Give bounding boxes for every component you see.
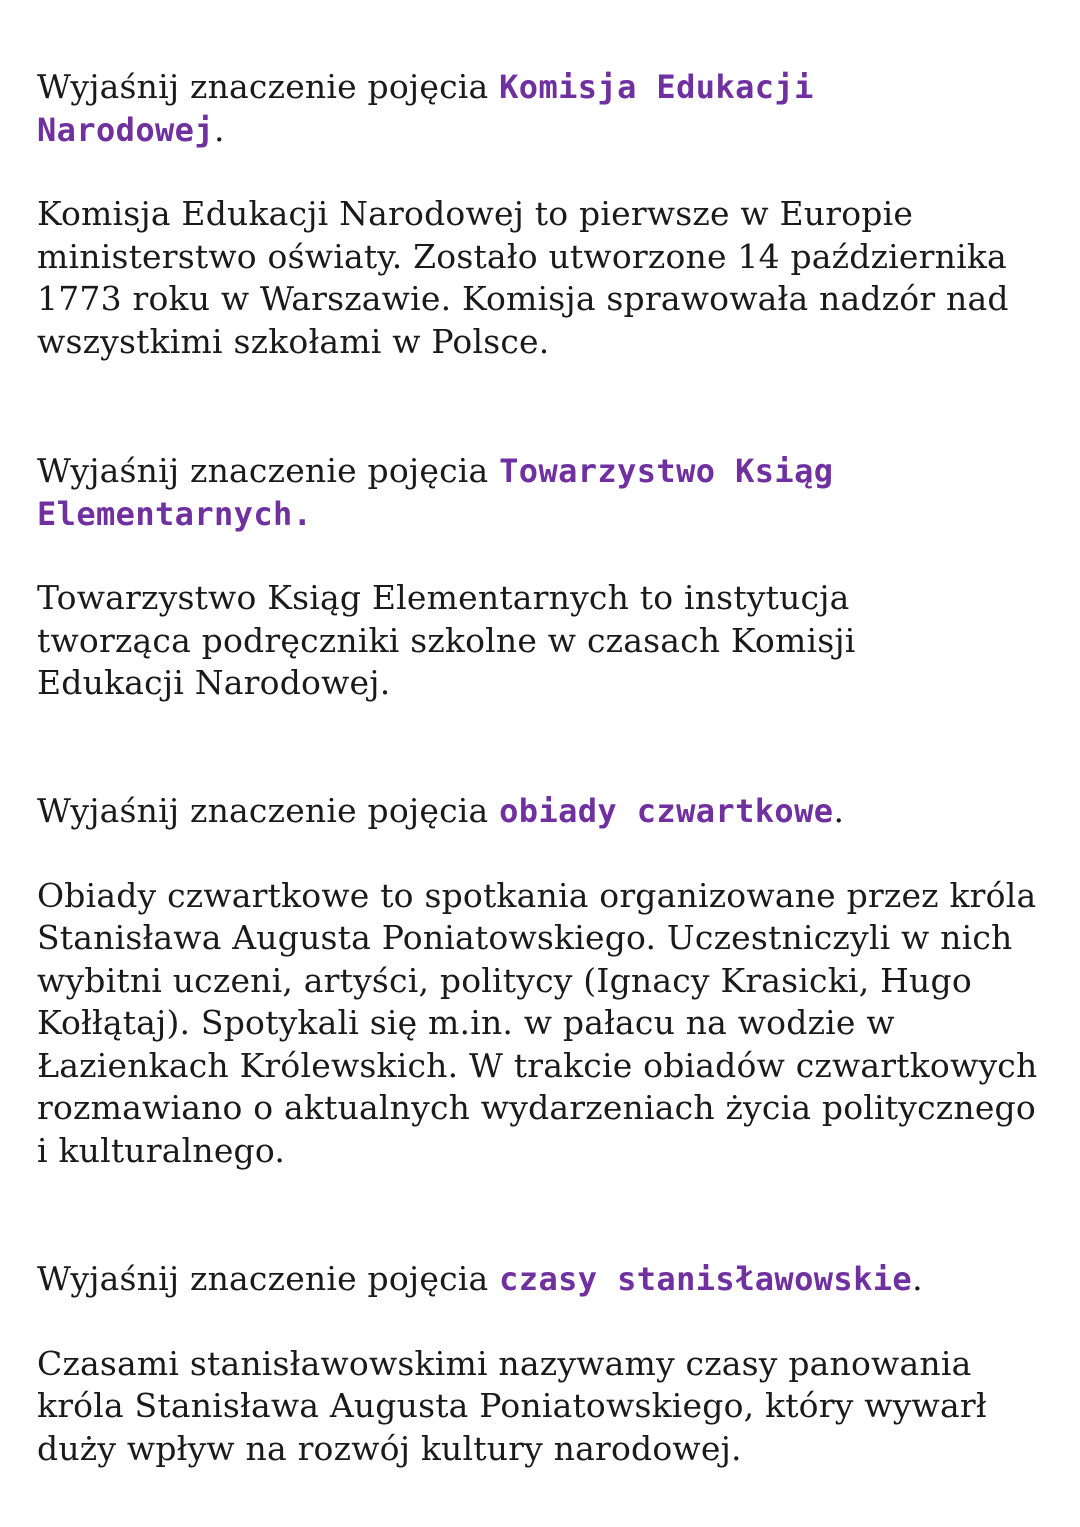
answer-paragraph: Towarzystwo Ksiąg Elementarnych to instytucja tworząca podręczniki szkolne w czasach Komisji Edukacji Narodowej.	[37, 578, 856, 702]
answer-paragraph: Obiady czwartkowe to spotkania organizowane przez króla Stanisława Augusta Poniatowskiego. Uczestniczyli w nich wybitni uczeni, artyści, politycy (Ignacy Krasicki, Hugo Kołłątaj). Spotykali się m.in. w pałacu na wodzie w Łazienkach Królewskich. W trakcie obiadów czwartkowych rozmawiano o aktualnych wydarzeniach życia politycznego i kulturalnego.	[37, 875, 1038, 1170]
highlighted-term: obiady czwartkowe	[499, 792, 834, 830]
question-prefix: Wyjaśnij znaczenie pojęcia	[37, 791, 500, 830]
question-heading	[37, 790, 1047, 833]
highlighted-term: Komisja Edukacji Narodowej	[37, 68, 814, 149]
section-czasy-stanislawowskie	[37, 1258, 1047, 1470]
answer-paragraph: Czasami stanisławowskimi nazywamy czasy panowania króla Stanisława Augusta Poniatowskiego, który wywarł duży wpływ na rozwój kultury narodowej.	[37, 1343, 987, 1468]
question-suffix: .	[833, 791, 845, 830]
section-towarzystwo-ksiag-elementarnych	[37, 450, 1047, 705]
section-obiady-czwartkowe	[37, 790, 1047, 1172]
question-prefix: Wyjaśnij znaczenie pojęcia	[37, 451, 500, 490]
highlighted-term: czasy stanisławowskie	[499, 1260, 913, 1298]
question-suffix: .	[912, 1259, 923, 1298]
question-prefix: Wyjaśnij znaczenie pojęcia	[37, 1259, 500, 1298]
question-suffix: .	[214, 109, 225, 149]
highlighted-term: Towarzystwo Ksiąg Elementarnych.	[37, 452, 834, 533]
question-prefix: Wyjaśnij znaczenie pojęcia	[37, 67, 500, 106]
question-heading	[37, 450, 897, 535]
question-heading	[37, 66, 867, 151]
answer-paragraph: Komisja Edukacji Narodowej to pierwsze w Europie ministerstwo oświaty. Zostało utworzone 14 października 1773 roku w Warszawie. Komisja sprawowała nadzór nad wszystkimi szkołami w Polsce.	[37, 194, 1009, 361]
section-komisja-edukacji-narodowej	[37, 66, 1047, 363]
question-heading	[37, 1258, 1047, 1301]
